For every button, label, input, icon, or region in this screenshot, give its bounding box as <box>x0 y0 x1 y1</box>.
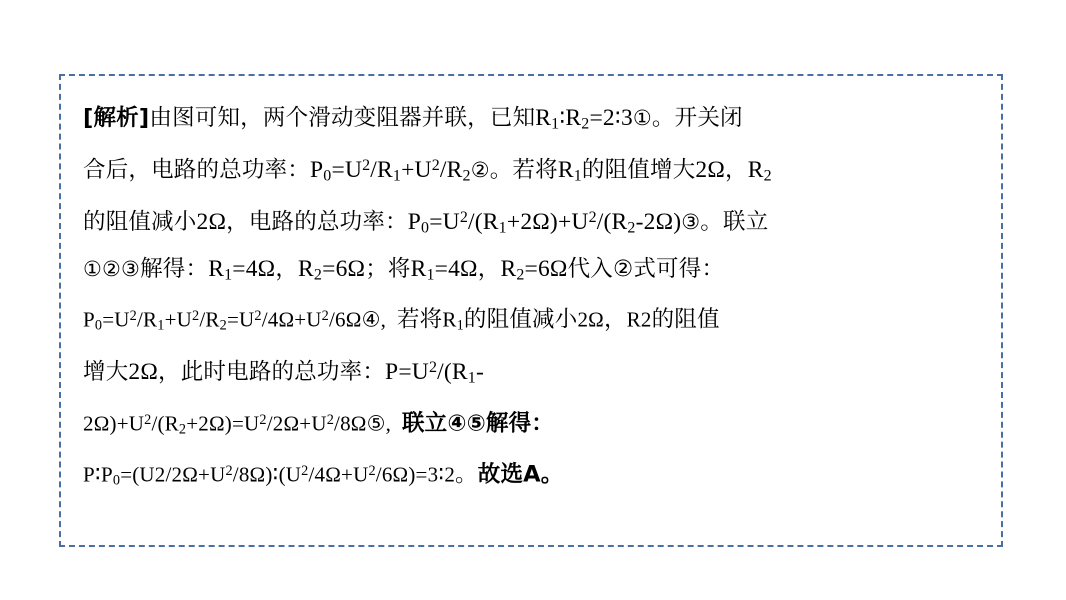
analysis-label: [解析] <box>83 105 150 131</box>
analysis-line-4: ①②③解得：$R_1=4\Omega$，$R_2=6\Omega$；将$R_1=4\Omega$，$R_2=6\Omega$代入②式可得： <box>83 256 725 284</box>
analysis-line-3: 的阻值减小2Ω，电路的总功率：$P_0=U^2/(R_1+2\Omega)+U^2/(R_2-2\Omega)③$。联立 <box>83 209 769 237</box>
analysis-line-2: 合后，电路的总功率：$P_0=U^2/R_1+U^2/R_2②$。若将$R_1$的阻值增大2Ω，$R_2$ <box>83 157 772 185</box>
analysis-box <box>59 74 1003 547</box>
analysis-answer: 故选A。 <box>477 461 564 488</box>
analysis-line-1: [解析]由图可知，两个滑动变阻器并联，已知$R_1∶R_2=2∶3①$。开关闭 <box>83 105 743 133</box>
analysis-line-6: 增大2Ω，此时电路的总功率：$P=U^2/(R_1-$ <box>83 359 484 388</box>
analysis-line-8: $P∶P_0=(U2/2\Omega+U^2/8\Omega)∶(U^2/4\Omega+U^2/6\Omega)=3∶2$。故选A。 <box>83 461 564 489</box>
analysis-line-5: $P_0=U^2/R_1+U^2/R_2=U^2/4\Omega+U^2/6\Omega ④$, 若将$R_1$的阻值减小2Ω，R2的阻值 <box>83 306 720 334</box>
analysis-line-7: $2\Omega)+U^2/(R_2+2\Omega)=U^2/2\Omega+U^2/8\Omega ⑤$, 联立④⑤解得： <box>83 410 554 438</box>
